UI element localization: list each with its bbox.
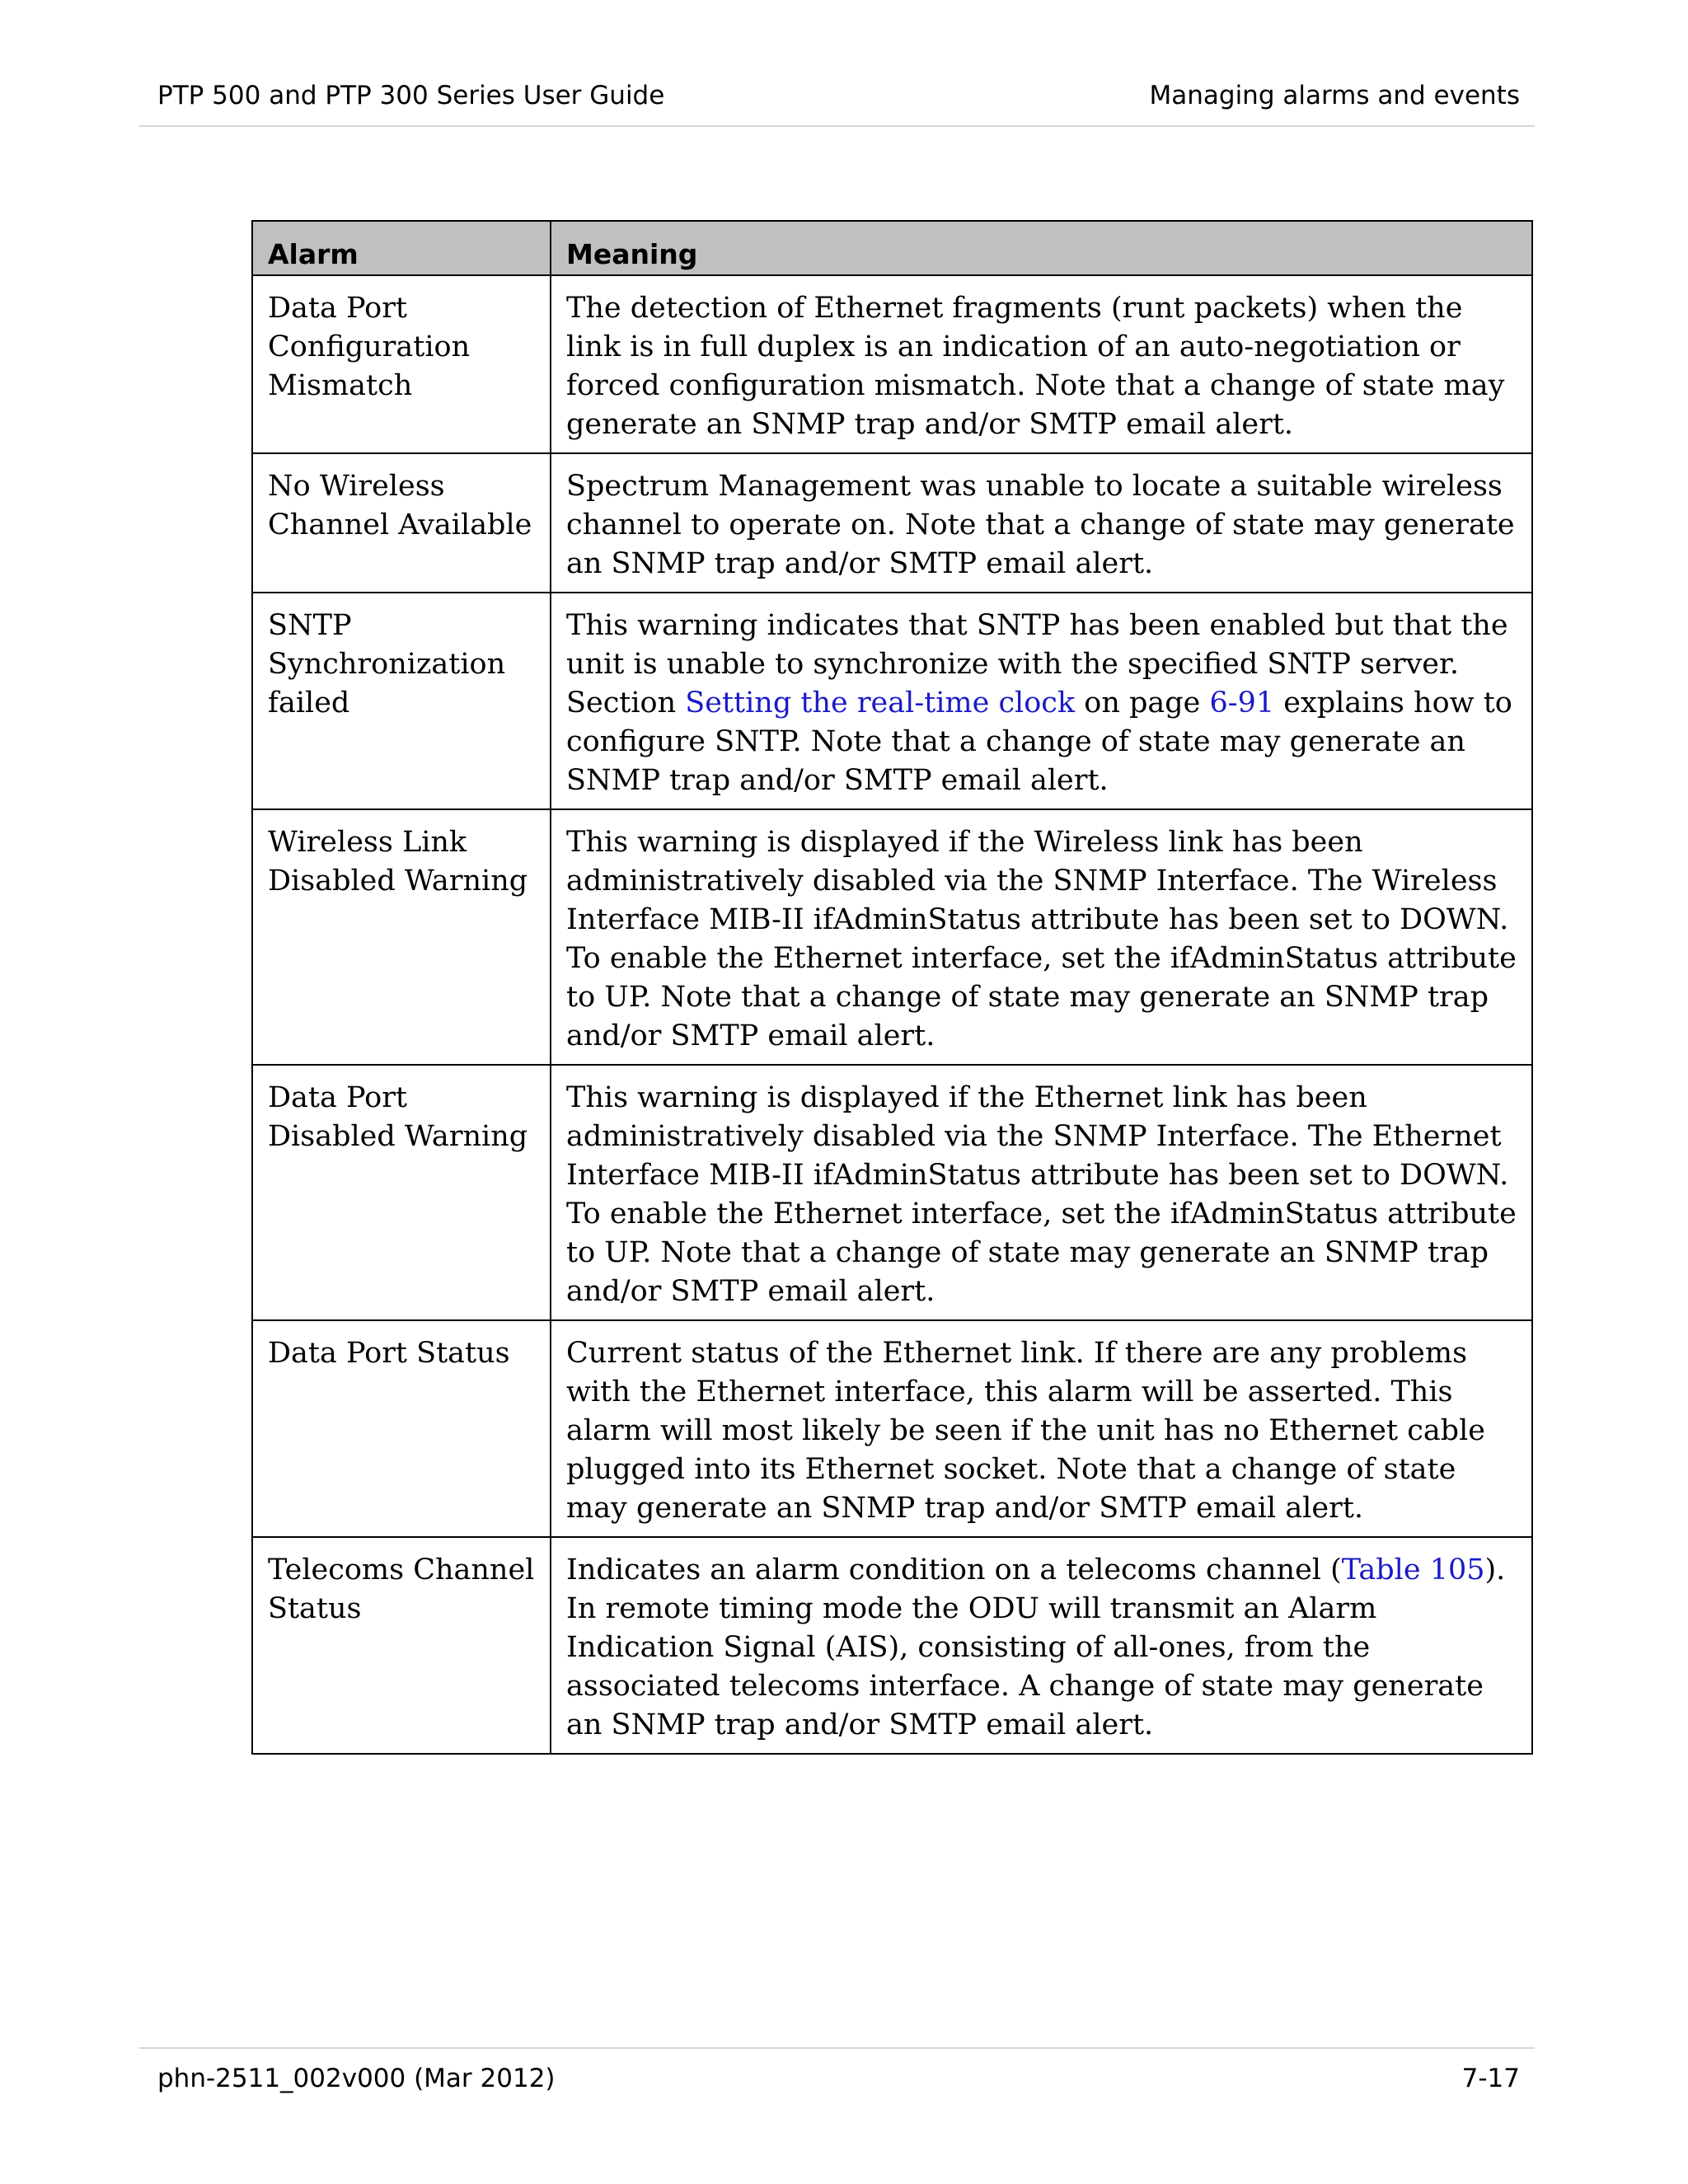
link-page-6-91[interactable]: 6-91 (1209, 687, 1275, 719)
alarm-meaning: Spectrum Management was unable to locate a suitable wireless channel to operate on. Note that a change of state may generate an SNMP trap and/or SMTP email alert. (551, 453, 1532, 593)
alarm-meaning: Current status of the Ethernet link. If there are any problems with the Ethernet interface, this alarm will be asserted. This alarm will most likely be seen if the unit has no Ethernet cable plugged into its Ethernet socket. Note that a change of state may generate an SNMP trap and/or SMTP email alert. (551, 1320, 1532, 1537)
alarm-meaning (551, 593, 1532, 809)
meaning-text: on page (1075, 687, 1210, 719)
alarm-name: No Wireless Channel Available (252, 453, 551, 593)
meaning-text: ). In remote timing mode the ODU will transmit an Alarm Indication Signal (AIS), consisting of all-ones, from the associated telecoms interface. A change of state may generate an SNMP trap and/or SMTP email alert. (566, 1554, 1506, 1741)
alarm-name: SNTP Synchronization failed (252, 593, 551, 809)
meaning-text: explains how to configure SNTP. Note that a change of state may generate an SNMP trap and/or SMTP email alert. (566, 687, 1512, 797)
column-header-meaning: Meaning (551, 221, 1532, 275)
column-header-alarm: Alarm (252, 221, 551, 275)
alarm-name: Telecoms Channel Status (252, 1537, 551, 1754)
header-doc-title: PTP 500 and PTP 300 Series User Guide (157, 81, 665, 110)
table-header-row (252, 221, 1532, 275)
header-section-title: Managing alarms and events (1149, 81, 1520, 110)
table-row (252, 1320, 1532, 1537)
meaning-text: This warning indicates that SNTP has been enabled but that the unit is unable to synchronize with the specified SNTP server. Section (566, 609, 1508, 719)
table-row (252, 275, 1532, 453)
table-row (252, 1065, 1532, 1320)
alarm-meaning: This warning is displayed if the Wireless link has been administratively disabled via the SNMP Interface. The Wireless Interface MIB-II ifAdminStatus attribute has been set to DOWN. To enable the Ethernet interface, set the ifAdminStatus attribute to UP. Note that a change of state may generate an SNMP trap and/or SMTP email alert. (551, 809, 1532, 1065)
header-divider (139, 125, 1535, 127)
alarms-table (251, 220, 1533, 1755)
alarm-meaning: This warning is displayed if the Ethernet link has been administratively disabled via the SNMP Interface. The Ethernet Interface MIB-II ifAdminStatus attribute has been set to DOWN. To enable the Ethernet interface, set the ifAdminStatus attribute to UP. Note that a change of state may generate an SNMP trap and/or SMTP email alert. (551, 1065, 1532, 1320)
footer-doc-id: phn-2511_002v000 (Mar 2012) (157, 2064, 556, 2093)
link-setting-real-time-clock[interactable]: Setting the real-time clock (685, 687, 1076, 719)
alarm-meaning (551, 1537, 1532, 1754)
table-row (252, 453, 1532, 593)
alarm-name: Wireless Link Disabled Warning (252, 809, 551, 1065)
table-row (252, 1537, 1532, 1754)
footer-divider (139, 2047, 1535, 2049)
table-row (252, 593, 1532, 809)
page-number: 7-17 (1461, 2064, 1520, 2093)
meaning-text: Indicates an alarm condition on a telecoms channel ( (566, 1554, 1342, 1586)
table-row (252, 809, 1532, 1065)
alarm-meaning: The detection of Ethernet fragments (runt packets) when the link is in full duplex is an indication of an auto-negotiation or forced configuration mismatch. Note that a change of state may generate an SNMP trap and/or SMTP email alert. (551, 275, 1532, 453)
alarm-name: Data Port Configuration Mismatch (252, 275, 551, 453)
alarm-name: Data Port Status (252, 1320, 551, 1537)
link-table-105[interactable]: Table 105 (1341, 1554, 1485, 1586)
alarm-name: Data Port Disabled Warning (252, 1065, 551, 1320)
